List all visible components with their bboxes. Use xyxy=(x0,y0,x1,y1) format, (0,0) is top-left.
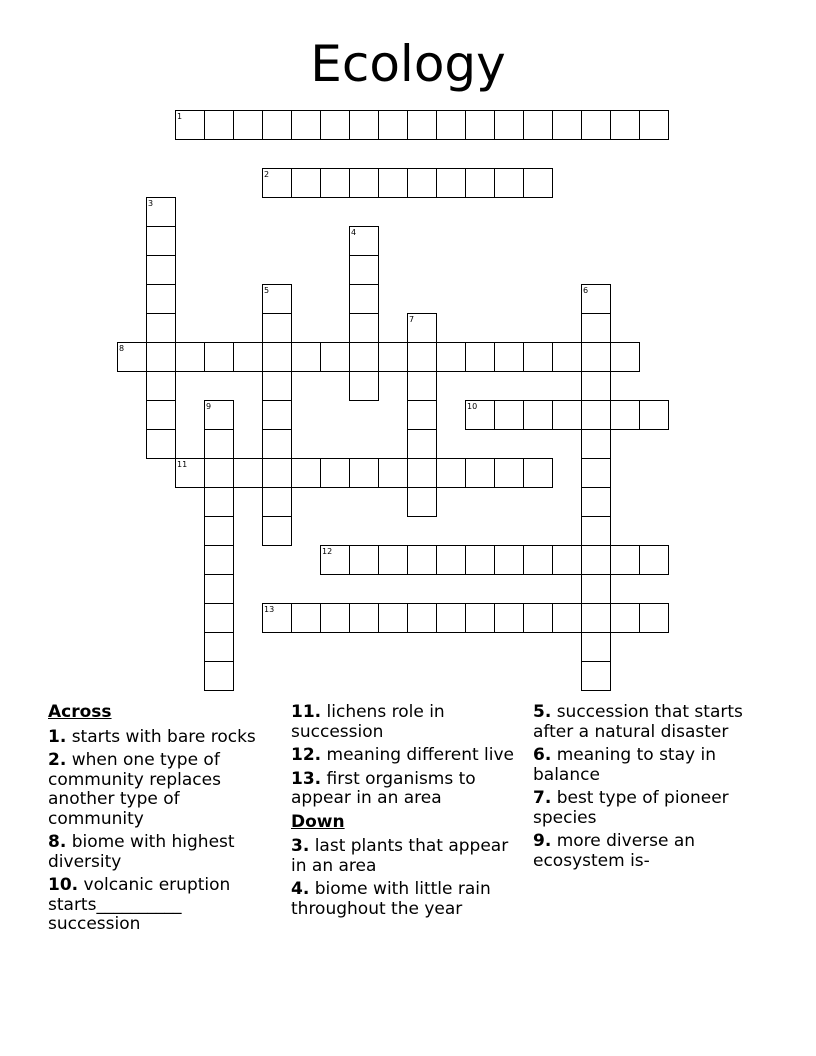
grid-cell[interactable] xyxy=(233,342,263,372)
grid-cell[interactable] xyxy=(349,284,379,314)
grid-cell[interactable] xyxy=(262,313,292,343)
grid-cell[interactable] xyxy=(233,458,263,488)
grid-cell[interactable] xyxy=(610,110,640,140)
clue-number-label: 4 xyxy=(351,228,357,237)
grid-cell[interactable] xyxy=(407,429,437,459)
clue-number-label: 12 xyxy=(322,547,333,556)
grid-cell[interactable] xyxy=(378,545,408,575)
clue-down-4: 4. biome with little rain throughout the year xyxy=(291,879,491,919)
grid-cell[interactable] xyxy=(407,458,437,488)
grid-cell[interactable] xyxy=(262,429,292,459)
clue-number-label: 10 xyxy=(467,402,478,411)
clue-number-label: 3 xyxy=(148,199,154,208)
clue-across-1: 1. starts with bare rocks xyxy=(48,726,256,747)
grid-cell[interactable] xyxy=(291,110,321,140)
grid-cell[interactable] xyxy=(639,545,669,575)
grid-cell[interactable] xyxy=(320,603,350,633)
grid-cell[interactable] xyxy=(523,545,553,575)
clue-column-2 xyxy=(291,703,516,923)
clue-across-13: 13. first organisms to appear in an area xyxy=(291,768,476,808)
grid-cell[interactable] xyxy=(349,545,379,575)
grid-cell[interactable] xyxy=(146,313,176,343)
grid-cell[interactable] xyxy=(349,168,379,198)
grid-cell[interactable] xyxy=(494,545,524,575)
grid-cell[interactable] xyxy=(523,168,553,198)
grid-cell[interactable] xyxy=(349,313,379,343)
grid-cell[interactable] xyxy=(407,168,437,198)
grid-cell[interactable] xyxy=(494,342,524,372)
clue-down-7: 7. best type of pioneer species xyxy=(533,788,729,828)
grid-cell[interactable] xyxy=(204,487,234,517)
grid-cell[interactable] xyxy=(204,516,234,546)
grid-cell[interactable] xyxy=(262,487,292,517)
grid-cell[interactable] xyxy=(581,603,611,633)
grid-cell[interactable] xyxy=(552,545,582,575)
grid-cell[interactable] xyxy=(233,110,263,140)
grid-cell[interactable] xyxy=(146,400,176,430)
grid-cell[interactable] xyxy=(610,400,640,430)
grid-cell[interactable] xyxy=(204,661,234,691)
grid-cell[interactable] xyxy=(407,110,437,140)
grid-cell[interactable] xyxy=(552,342,582,372)
grid-cell[interactable] xyxy=(581,400,611,430)
grid-cell[interactable] xyxy=(465,603,495,633)
grid-cell[interactable] xyxy=(581,487,611,517)
grid-cell[interactable] xyxy=(146,226,176,256)
grid-cell[interactable] xyxy=(639,110,669,140)
grid-cell[interactable] xyxy=(291,603,321,633)
clue-across-8: 8. biome with highest diversity xyxy=(48,832,235,872)
grid-cell[interactable] xyxy=(581,313,611,343)
grid-cell[interactable] xyxy=(146,284,176,314)
grid-cell[interactable] xyxy=(262,371,292,401)
grid-cell[interactable] xyxy=(581,632,611,662)
grid-cell[interactable] xyxy=(349,110,379,140)
grid-cell[interactable] xyxy=(204,458,234,488)
grid-cell[interactable] xyxy=(581,458,611,488)
grid-cell[interactable] xyxy=(204,110,234,140)
grid-cell[interactable] xyxy=(465,168,495,198)
clue-down-6: 6. meaning to stay in balance xyxy=(533,745,716,785)
grid-cell[interactable] xyxy=(581,371,611,401)
grid-cell[interactable] xyxy=(523,342,553,372)
grid-cell[interactable] xyxy=(552,110,582,140)
grid-cell[interactable] xyxy=(494,458,524,488)
grid-cell[interactable] xyxy=(320,110,350,140)
grid-cell[interactable] xyxy=(581,661,611,691)
grid-cell[interactable] xyxy=(378,458,408,488)
clue-number-label: 6 xyxy=(583,286,589,295)
grid-cell[interactable] xyxy=(349,603,379,633)
grid-cell[interactable] xyxy=(494,110,524,140)
clue-number-label: 9 xyxy=(206,402,212,411)
across-heading: Across xyxy=(48,702,112,722)
grid-cell[interactable] xyxy=(436,458,466,488)
clue-across-11: 11. lichens role in succession xyxy=(291,702,445,742)
grid-cell[interactable] xyxy=(320,168,350,198)
grid-cell[interactable] xyxy=(407,371,437,401)
grid-cell[interactable] xyxy=(610,545,640,575)
grid-cell[interactable] xyxy=(581,574,611,604)
grid-cell[interactable] xyxy=(349,342,379,372)
grid-cell[interactable] xyxy=(610,342,640,372)
clue-number-label: 8 xyxy=(119,344,125,353)
grid-cell[interactable] xyxy=(349,255,379,285)
grid-cell[interactable] xyxy=(639,603,669,633)
grid-cell[interactable] xyxy=(552,400,582,430)
clue-number-label: 1 xyxy=(177,112,183,121)
clue-number-label: 2 xyxy=(264,170,270,179)
grid-cell[interactable] xyxy=(378,110,408,140)
grid-cell[interactable] xyxy=(146,342,176,372)
grid-cell[interactable] xyxy=(349,371,379,401)
grid-cell[interactable] xyxy=(523,400,553,430)
grid-cell[interactable] xyxy=(639,400,669,430)
clue-number-label: 5 xyxy=(264,286,270,295)
grid-cell[interactable] xyxy=(204,603,234,633)
grid-cell[interactable] xyxy=(378,603,408,633)
grid-cell[interactable] xyxy=(262,110,292,140)
clue-down-3: 3. last plants that appear in an area xyxy=(291,836,509,876)
grid-cell[interactable] xyxy=(436,545,466,575)
grid-cell[interactable] xyxy=(436,168,466,198)
grid-cell[interactable] xyxy=(581,429,611,459)
grid-cell[interactable] xyxy=(291,342,321,372)
grid-cell[interactable] xyxy=(407,487,437,517)
grid-cell[interactable] xyxy=(494,603,524,633)
clue-down-5: 5. succession that starts after a natural disaster xyxy=(533,702,743,742)
grid-cell[interactable] xyxy=(291,168,321,198)
clue-column-3 xyxy=(533,703,748,875)
grid-cell[interactable] xyxy=(436,110,466,140)
down-heading: Down xyxy=(291,811,345,832)
grid-cell[interactable] xyxy=(465,342,495,372)
clue-down-9: 9. more diverse an ecosystem is- xyxy=(533,831,696,871)
grid-cell[interactable] xyxy=(494,168,524,198)
grid-cell[interactable] xyxy=(407,545,437,575)
grid-cell[interactable] xyxy=(378,342,408,372)
grid-cell[interactable] xyxy=(146,429,176,459)
grid-cell[interactable] xyxy=(610,603,640,633)
grid-cell[interactable] xyxy=(465,110,495,140)
grid-cell[interactable] xyxy=(262,458,292,488)
grid-cell[interactable] xyxy=(581,516,611,546)
grid-cell[interactable] xyxy=(552,603,582,633)
grid-cell[interactable] xyxy=(262,516,292,546)
grid-cell[interactable] xyxy=(581,545,611,575)
clue-across-10: 10. volcanic eruption starts__________ succession xyxy=(48,875,231,934)
grid-cell[interactable] xyxy=(378,168,408,198)
grid-cell[interactable] xyxy=(494,400,524,430)
grid-cell[interactable] xyxy=(523,458,553,488)
grid-cell[interactable] xyxy=(146,371,176,401)
grid-cell[interactable] xyxy=(349,458,379,488)
grid-cell[interactable] xyxy=(204,342,234,372)
grid-cell[interactable] xyxy=(436,342,466,372)
grid-cell[interactable] xyxy=(146,255,176,285)
grid-cell[interactable] xyxy=(204,429,234,459)
grid-cell[interactable] xyxy=(204,545,234,575)
grid-cell[interactable] xyxy=(407,342,437,372)
grid-cell[interactable] xyxy=(291,458,321,488)
grid-cell[interactable] xyxy=(320,342,350,372)
grid-cell[interactable] xyxy=(262,342,292,372)
page-title: Ecology xyxy=(310,35,506,93)
clue-across-12: 12. meaning different live xyxy=(291,745,515,765)
grid-cell[interactable] xyxy=(262,400,292,430)
grid-cell[interactable] xyxy=(581,110,611,140)
grid-cell[interactable] xyxy=(204,632,234,662)
clue-number-label: 11 xyxy=(177,460,188,469)
grid-cell[interactable] xyxy=(465,458,495,488)
clue-column-1 xyxy=(48,703,268,939)
grid-cell[interactable] xyxy=(407,603,437,633)
clue-number-label: 7 xyxy=(409,315,415,324)
grid-cell[interactable] xyxy=(320,458,350,488)
grid-cell[interactable] xyxy=(523,110,553,140)
grid-cell[interactable] xyxy=(204,574,234,604)
grid-cell[interactable] xyxy=(407,400,437,430)
grid-cell[interactable] xyxy=(581,342,611,372)
clue-across-2: 2. when one type of community replaces another type of community xyxy=(48,750,221,829)
grid-cell[interactable] xyxy=(465,545,495,575)
clue-number-label: 13 xyxy=(264,605,275,614)
grid-cell[interactable] xyxy=(436,603,466,633)
grid-cell[interactable] xyxy=(523,603,553,633)
grid-cell[interactable] xyxy=(175,342,205,372)
